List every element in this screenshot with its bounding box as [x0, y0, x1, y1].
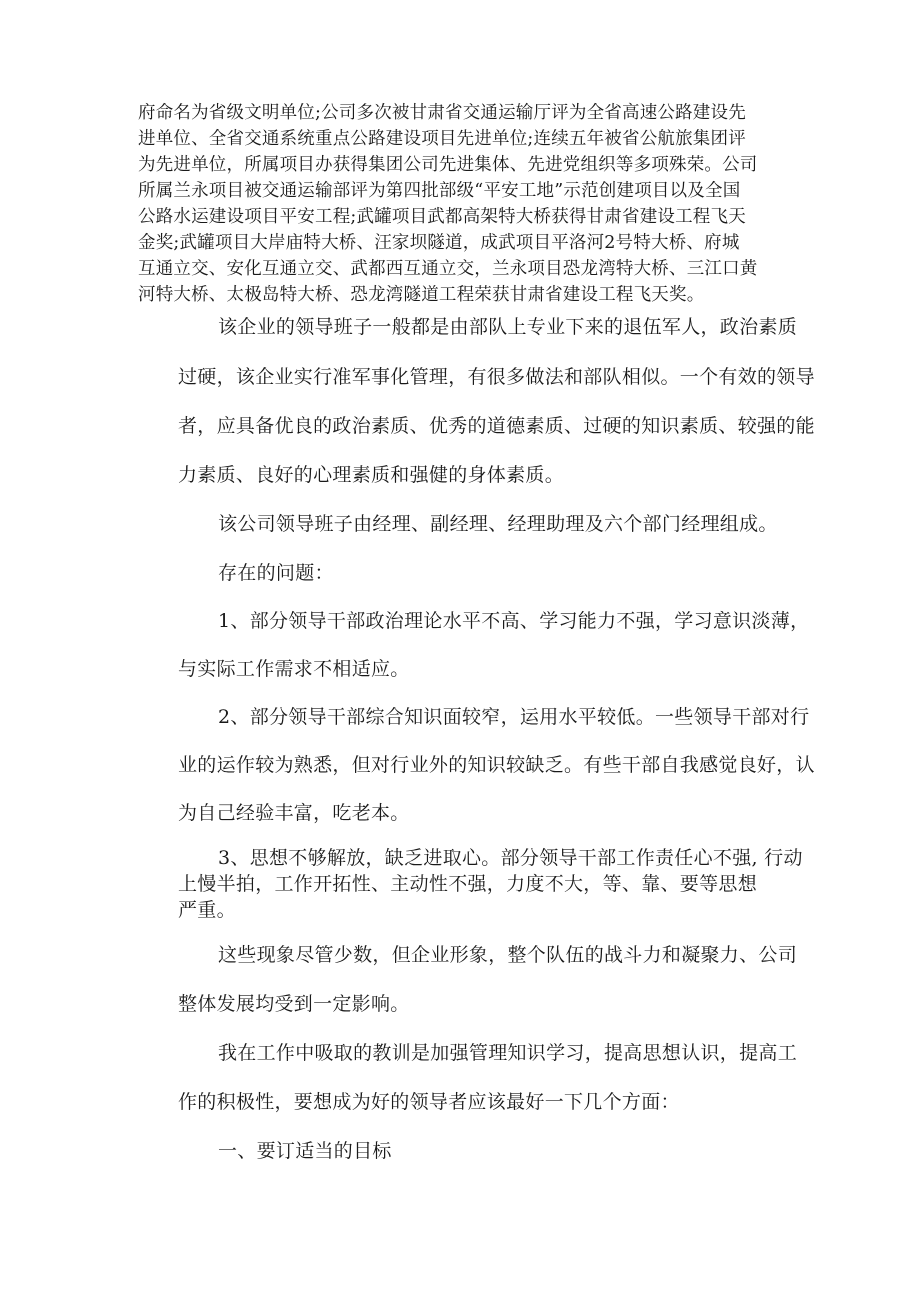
- impact-line: 这些现象尽管少数，但企业形象，整个队伍的战斗力和凝聚力、公司: [218, 944, 798, 966]
- intro-line: 府命名为省级文明单位;公司多次被甘肃省交通运输厅评为全省高速公路建设先: [138, 103, 746, 123]
- problem-3-line: 严重。: [178, 899, 236, 921]
- problems-heading: 存在的问题：: [218, 562, 334, 584]
- intro-line: 河特大桥、太极岛特大桥、恐龙湾隧道工程荣获甘肃省建设工程飞天奖。: [138, 285, 705, 305]
- problem-2-line: 2、部分领导干部综合知识面较窄，运用水平较低。一些领导干部对行: [218, 706, 810, 728]
- intro-line: 公路水运建设项目平安工程;武罐项目武都高架特大桥获得甘肃省建设工程飞天: [138, 207, 746, 227]
- composition-paragraph: 该公司领导班子由经理、副经理、经理助理及六个部门经理组成。: [218, 513, 778, 535]
- intro-paragraph: [138, 100, 778, 308]
- intro-line: 进单位、全省交通系统重点公路建设项目先进单位;连续五年被省公航旅集团评: [138, 129, 746, 149]
- intro-line: 为先进单位，所属项目办获得集团公司先进集体、先进党组织等多项殊荣。公司: [138, 155, 758, 175]
- problem-3-line: 3、思想不够解放，缺乏进取心。部分领导干部工作责任心不强, 行动: [218, 847, 803, 869]
- leadership-line: 者，应具备优良的政治素质、优秀的道德素质、过硬的知识素质、较强的能: [178, 415, 815, 437]
- problem-3-line: 上慢半拍，工作开拓性、主动性不强，力度不大，等、靠、要等思想: [178, 873, 758, 895]
- problem-1-line: 1、部分领导干部政治理论水平不高、学习能力不强，学习意识淡薄，: [218, 610, 810, 632]
- leadership-line: 该企业的领导班子一般都是由部队上专业下来的退伍军人，政治素质: [218, 316, 798, 338]
- problem-2-line: 为自己经验丰富，吃老本。: [178, 802, 410, 824]
- intro-line: 所属兰永项目被交通运输部评为第四批部级“平安工地”示范创建项目以及全国: [138, 181, 741, 201]
- leadership-line: 力素质、良好的心理素质和强健的身体素质。: [178, 464, 565, 486]
- intro-line: 金奖;武罐项目大岸庙特大桥、汪家坝隧道，成武项目平洛河2号特大桥、府城: [138, 233, 740, 253]
- lesson-line: 我在工作中吸取的教训是加强管理知识学习，提高思想认识，提高工: [218, 1042, 798, 1064]
- goal-heading: 一、要订适当的目标: [218, 1140, 392, 1162]
- intro-line: 互通立交、安化互通立交、武都西互通立交，兰永项目恐龙湾特大桥、三江口黄: [138, 259, 758, 279]
- problem-2-line: 业的运作较为熟悉，但对行业外的知识较缺乏。有些干部自我感觉良好，认: [178, 754, 815, 776]
- leadership-line: 过硬，该企业实行准军事化管理，有很多做法和部队相似。一个有效的领导: [178, 366, 815, 388]
- impact-line: 整体发展均受到一定影响。: [178, 993, 410, 1015]
- problem-1-line: 与实际工作需求不相适应。: [178, 658, 410, 680]
- lesson-line: 作的积极性，要想成为好的领导者应该最好一下几个方面：: [178, 1091, 680, 1113]
